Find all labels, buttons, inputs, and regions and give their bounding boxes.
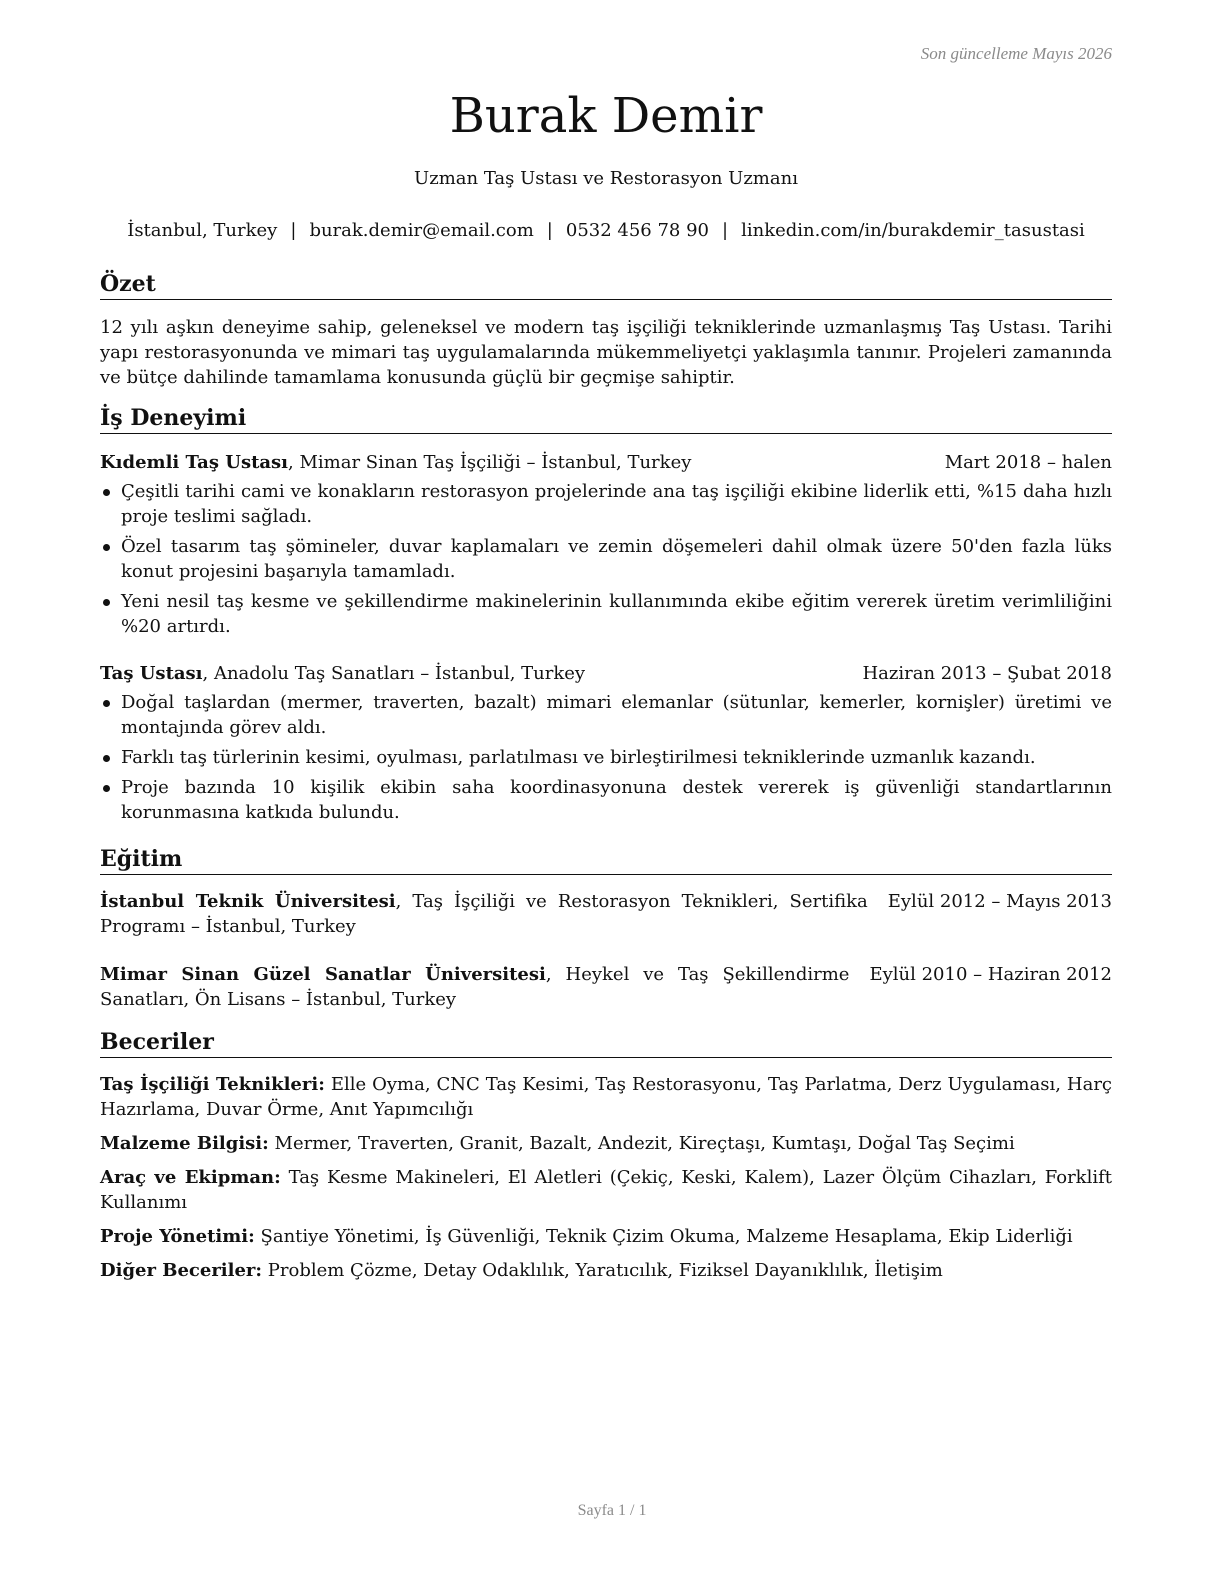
skill-label: Taş İşçiliği Teknikleri: — [100, 1074, 325, 1095]
job-header — [100, 450, 1112, 475]
skill-row — [100, 1224, 1112, 1249]
job-role: Kıdemli Taş Ustası — [100, 452, 289, 473]
education-detail: , Heykel ve Taş Şekillendirme Sanatları, Ön Lisans – İstanbul, Turkey — [100, 964, 850, 1010]
job-bullet: Özel tasarım taş şömineler, duvar kaplamaları ve zemin döşemeleri dahil olmak üzere 50'den fazla lüks konut projesini başarıyla tamamladı. — [100, 534, 1112, 584]
job-role: Taş Ustası — [100, 663, 203, 684]
candidate-name: Burak Demir — [449, 88, 763, 144]
job-bullet: Çeşitli tarihi cami ve konakların restorasyon projelerinde ana taş işçiliği ekibine liderlik etti, %15 daha hızlı proje teslimi sağladı. — [100, 479, 1112, 529]
skill-label: Araç ve Ekipman: — [100, 1167, 281, 1188]
education-dates: Eylül 2010 – Haziran 2012 — [869, 964, 1112, 985]
candidate-title: Uzman Taş Ustası ve Restorasyon Uzmanı — [414, 168, 798, 189]
education-dates: Eylül 2012 – Mayıs 2013 — [887, 891, 1112, 912]
skill-label: Proje Yönetimi: — [100, 1226, 255, 1247]
experience-section — [100, 404, 1112, 830]
experience-heading: İş Deneyimi — [100, 404, 1112, 434]
contact-separator: | — [290, 220, 297, 241]
skill-value: Taş Kesme Makineleri, El Aletleri (Çekiç, Keski, Kalem), Lazer Ölçüm Cihazları, Forklift Kullanımı — [100, 1167, 1112, 1213]
contact-separator: | — [722, 220, 729, 241]
skills-heading: Beceriler — [100, 1028, 1112, 1058]
job-bullet: Farklı taş türlerinin kesimi, oyulması, parlatılması ve birleştirilmesi tekniklerinde uzmanlık kazandı. — [100, 745, 1112, 770]
skill-row — [100, 1258, 1112, 1283]
job-entry — [100, 661, 1112, 825]
contact-phone: 0532 456 78 90 — [565, 220, 710, 241]
skill-value: Problem Çözme, Detay Odaklılık, Yaratıcılık, Fiziksel Dayanıklılık, İletişim — [262, 1260, 943, 1281]
job-bullets — [100, 690, 1112, 825]
job-bullet: Doğal taşlardan (mermer, traverten, bazalt) mimari elemanlar (sütunlar, kemerler, kornişler) üretimi ve montajında görev aldı. — [100, 690, 1112, 740]
skill-label: Malzeme Bilgisi: — [100, 1133, 269, 1154]
skill-label: Diğer Beceriler: — [100, 1260, 263, 1281]
education-entry — [100, 962, 1112, 1012]
skill-row — [100, 1131, 1112, 1156]
job-company: , Mimar Sinan Taş İşçiliği – İstanbul, Turkey — [288, 452, 692, 473]
education-school: Mimar Sinan Güzel Sanatlar Üniversitesi — [100, 964, 546, 985]
job-company: , Anadolu Taş Sanatları – İstanbul, Turkey — [202, 663, 586, 684]
job-entry — [100, 450, 1112, 639]
skill-row — [100, 1072, 1112, 1122]
job-bullet: Proje bazında 10 kişilik ekibin saha koordinasyonuna destek vererek iş güvenliği standartlarının korunmasına katkıda bulundu. — [100, 775, 1112, 825]
summary-heading: Özet — [100, 270, 1112, 300]
last-updated: Son güncelleme Mayıs 2026 — [920, 44, 1112, 63]
education-heading: Eğitim — [100, 845, 1112, 875]
summary-text: 12 yılı aşkın deneyime sahip, geleneksel ve modern taş işçiliği tekniklerinde uzmanlaşmış Taş Ustası. Tarihi yapı restorasyonunda ve mimari taş uygulamalarında mükemmeliyetçi yaklaşımla tanınır. Projeleri zamanında ve bütçe dahilinde tamamlama konusunda güçlü bir geçmişe sahiptir. — [100, 317, 1112, 388]
education-school: İstanbul Teknik Üniversitesi — [100, 891, 396, 912]
contact-email[interactable]: burak.demir@email.com — [309, 220, 534, 241]
job-bullets — [100, 479, 1112, 639]
contact-separator: | — [546, 220, 553, 241]
skill-value: Şantiye Yönetimi, İş Güvenliği, Teknik Çizim Okuma, Malzeme Hesaplama, Ekip Liderliği — [254, 1226, 1073, 1247]
job-bullet: Yeni nesil taş kesme ve şekillendirme makinelerinin kullanımında ekibe eğitim vererek üretim verimliliğini %20 artırdı. — [100, 589, 1112, 639]
contact-linkedin[interactable]: linkedin.com/in/burakdemir_tasustasi — [741, 220, 1085, 241]
job-dates: Mart 2018 – halen — [944, 452, 1112, 473]
resume-page — [100, 0, 1112, 1584]
contact-location: İstanbul, Turkey — [127, 220, 278, 241]
summary-section — [100, 270, 1112, 390]
skills-section — [100, 1028, 1112, 1292]
education-entry — [100, 889, 1112, 939]
education-section — [100, 845, 1112, 1012]
contact-line — [100, 220, 1112, 242]
skill-row — [100, 1165, 1112, 1215]
skill-value: Mermer, Traverten, Granit, Bazalt, Andezit, Kireçtaşı, Kumtaşı, Doğal Taş Seçimi — [268, 1133, 1015, 1154]
job-header — [100, 661, 1112, 686]
education-detail: , Taş İşçiliği ve Restorasyon Teknikleri, Sertifika Programı – İstanbul, Turkey — [100, 891, 868, 937]
page-number: Sayfa 1 / 1 — [577, 1502, 647, 1519]
skill-value: Elle Oyma, CNC Taş Kesimi, Taş Restorasyonu, Taş Parlatma, Derz Uygulaması, Harç Hazırlama, Duvar Örme, Anıt Yapımcılığı — [100, 1074, 1113, 1120]
skills-list — [100, 1072, 1112, 1283]
job-dates: Haziran 2013 – Şubat 2018 — [862, 663, 1112, 684]
